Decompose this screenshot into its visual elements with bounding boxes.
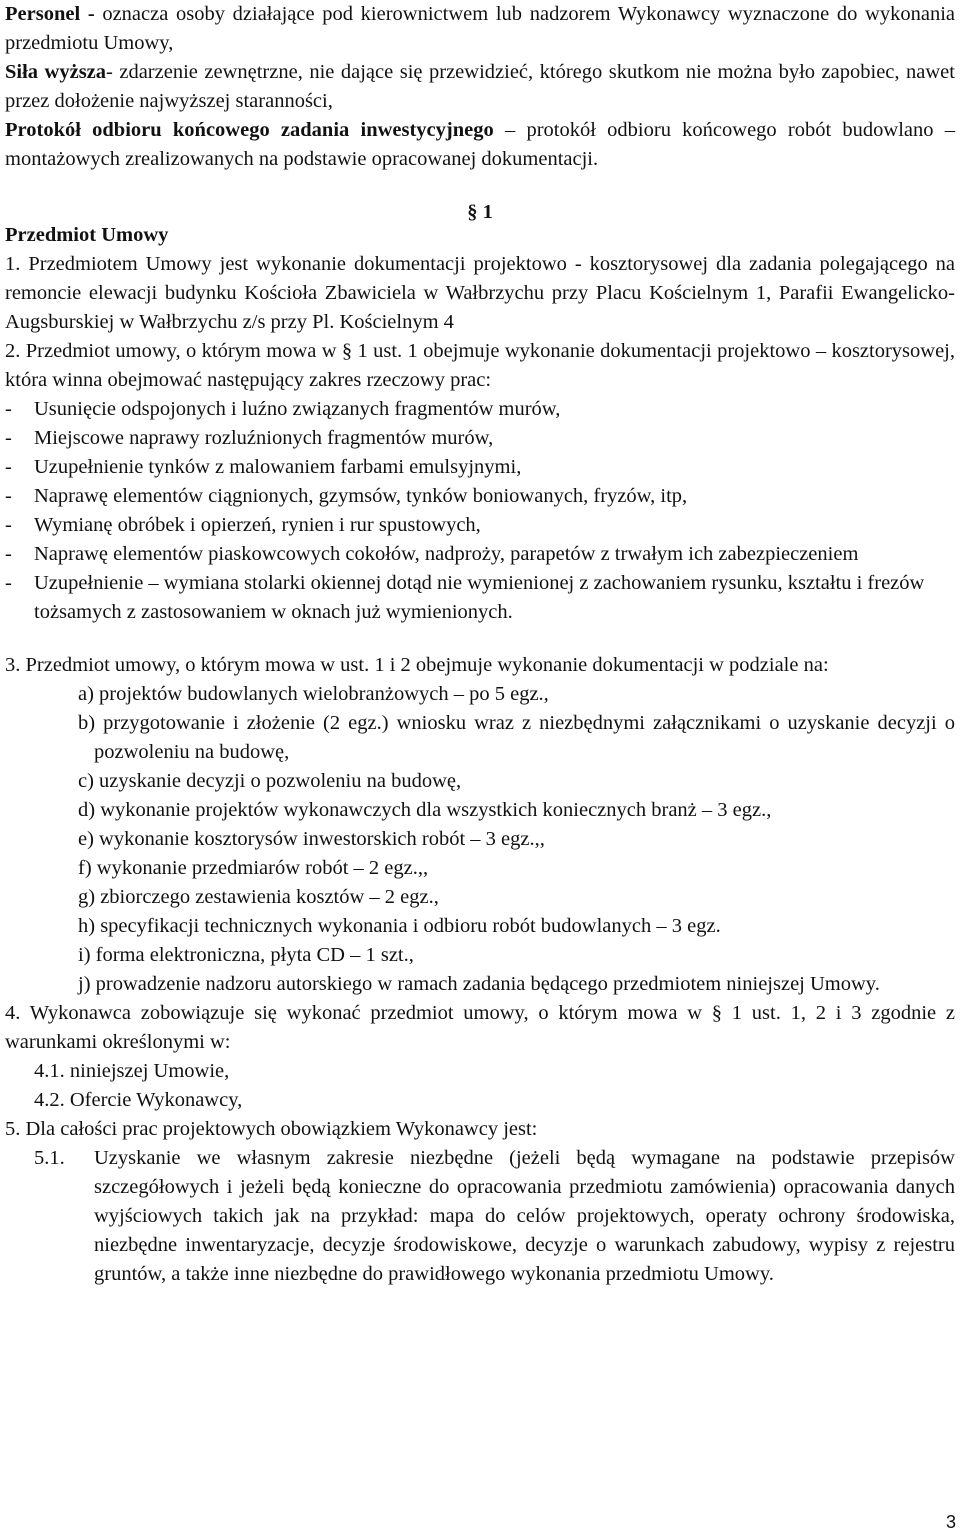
clause-text — [5, 337, 955, 395]
list-item-text: Miejscowe naprawy rozluźnionych fragmentów murów, — [34, 427, 494, 449]
list-item — [5, 482, 955, 511]
definition-personel — [5, 0, 955, 58]
list-item — [5, 424, 955, 453]
clause-text — [5, 999, 955, 1057]
list-item — [5, 709, 955, 767]
clause-body: Przedmiot umowy, o którym mowa w § 1 ust. 1 obejmuje wykonanie dokumentacji projektowo – kosztorysowej, która winna obejmować następujący zakres rzeczowy prac: — [5, 340, 955, 391]
list-item — [5, 680, 955, 709]
list-item — [5, 511, 955, 540]
list-item-text: Naprawę elementów piaskowcowych cokołów, nadproży, parapetów z trwałym ich zabezpieczeniem — [34, 543, 859, 565]
list-item — [5, 453, 955, 482]
list-item — [5, 540, 955, 569]
clause-body: Przedmiot umowy, o którym mowa w ust. 1 i 2 obejmuje wykonanie dokumentacji w podziale na: — [25, 654, 829, 676]
definition-sila-wyzsza — [5, 58, 955, 116]
deliverables-list — [5, 680, 955, 999]
list-item — [5, 395, 955, 424]
clause-4 — [5, 999, 955, 1057]
section-title: Przedmiot Umowy — [5, 224, 169, 246]
list-item — [5, 825, 955, 854]
list-item-text: j) prowadzenie nadzoru autorskiego w ramach zadania będącego przedmiotem niniejszej Umowy. — [78, 973, 880, 995]
clause-text — [5, 250, 955, 337]
list-item-text: 4.1. niniejszej Umowie, — [34, 1060, 230, 1082]
list-item — [5, 569, 955, 627]
clause-text — [5, 651, 955, 680]
list-item — [5, 767, 955, 796]
list-item-text: Uzupełnienie tynków z malowaniem farbami emulsyjnymi, — [34, 456, 522, 478]
definition-protokol — [5, 116, 955, 174]
list-item-text: i) forma elektroniczna, płyta CD – 1 szt., — [78, 944, 414, 966]
clause-number: 3. — [5, 654, 26, 676]
clause-number: 1. — [5, 253, 29, 275]
definition-text: - zdarzenie zewnętrzne, nie dające się przewidzieć, którego skutkom nie można było zapobiec, nawet przez dołożenie najwyższej staranności, — [5, 61, 955, 112]
clause-number: 5. — [5, 1118, 26, 1140]
list-item-text: f) wykonanie przedmiarów robót – 2 egz.,, — [78, 857, 429, 879]
list-item-text: Naprawę elementów ciągnionych, gzymsów, tynków boniowanych, fryzów, itp, — [34, 485, 688, 507]
list-item-text: a) projektów budowlanych wielobranżowych – po 5 egz., — [78, 683, 549, 705]
scope-list — [5, 395, 955, 627]
bullet-dash: - — [5, 485, 12, 507]
list-item-text: h) specyfikacji technicznych wykonania i odbioru robót budowlanych – 3 egz. — [78, 915, 721, 937]
clause-body: Przedmiotem Umowy jest wykonanie dokumentacji projektowo - kosztorysowej dla zadania polegającego na remoncie elewacji budynku Kościoła Zbawiciela w Wałbrzychu przy Placu Kościelnym 1, Parafii Ewangelicko-Augsburskiej w Wałbrzychu z/s przy Pl. Kościelnym 4 — [5, 253, 955, 333]
clause-5 — [5, 1115, 955, 1144]
list-item-text: Usunięcie odspojonych i luźno związanych fragmentów murów, — [34, 398, 561, 420]
list-item — [5, 912, 955, 941]
list-item — [5, 883, 955, 912]
clause-1 — [5, 250, 955, 337]
clause-number: 2. — [5, 340, 26, 362]
bullet-dash: - — [5, 514, 12, 536]
list-item — [5, 970, 955, 999]
list-item-text: d) wykonanie projektów wykonawczych dla wszystkich koniecznych branż – 3 egz., — [78, 799, 772, 821]
definition-term: Personel - — [5, 3, 95, 25]
bullet-dash: - — [5, 572, 12, 594]
list-item-text: b) przygotowanie i złożenie (2 egz.) wniosku wraz z niezbędnymi załącznikami o uzyskanie decyzji o pozwoleniu na budowę, — [78, 712, 955, 763]
clause-body: Dla całości prac projektowych obowiązkiem Wykonawcy jest: — [25, 1118, 538, 1140]
clause-body: Uzyskanie we własnym zakresie niezbędne (jeżeli będą wymagane na podstawie przepisów szczegółowych i jeżeli będą konieczne do opracowania przedmiotu zamówienia) opracowania danych wyjściowych takich jak na przykład: mapa do celów projektowych, operaty ochrony środowiska, niezbędne inwentaryzacje, decyzje środowiskowe, decyzje o warunkach zabudowy, wypisy z rejestru gruntów, a także inne niezbędne do prawidłowego wykonania przedmiotu Umowy. — [94, 1147, 955, 1285]
list-item-text: c) uzyskanie decyzji o pozwoleniu na budowę, — [78, 770, 462, 792]
clause-text — [5, 1115, 955, 1144]
list-item — [5, 854, 955, 883]
clause-number: 4. — [5, 1002, 30, 1024]
list-item — [5, 1057, 955, 1086]
page-number: 3 — [945, 1512, 956, 1532]
bullet-dash: - — [5, 543, 12, 565]
clause-body: Wykonawca zobowiązuje się wykonać przedmiot umowy, o którym mowa w § 1 ust. 1, 2 i 3 zgodnie z warunkami określonymi w: — [5, 1002, 955, 1053]
list-item — [5, 796, 955, 825]
definition-term: Protokół odbioru końcowego zadania inwestycyjnego — [5, 119, 494, 141]
list-item-text: g) zbiorczego zestawienia kosztów – 2 egz., — [78, 886, 439, 908]
section-number: § 1 — [467, 201, 493, 223]
list-item-text: e) wykonanie kosztorysów inwestorskich robót – 3 egz.,, — [78, 828, 545, 850]
clause-2 — [5, 337, 955, 395]
clause-number: 5.1. — [34, 1147, 65, 1169]
bullet-dash: - — [5, 456, 12, 478]
bullet-dash: - — [5, 398, 12, 420]
definition-term: Siła wyższa — [5, 61, 107, 83]
clause-3 — [5, 651, 955, 680]
definition-text: – protokół odbioru końcowego robót budowlano – montażowych zrealizowanych na podstawie opracowanej dokumentacji. — [5, 119, 955, 170]
bullet-dash: - — [5, 427, 12, 449]
list-item-text: 4.2. Ofercie Wykonawcy, — [34, 1089, 243, 1111]
list-item-text: Uzupełnienie – wymiana stolarki okiennej dotąd nie wymienionej z zachowaniem rysunku, kształtu i frezów tożsamych z zastosowaniem w oknach już wymienionych. — [34, 572, 925, 623]
list-item-text: Wymianę obróbek i opierzeń, rynien i rur spustowych, — [34, 514, 481, 536]
clause-5-1 — [5, 1144, 955, 1289]
list-item — [5, 1086, 955, 1115]
list-item — [5, 941, 955, 970]
document-page — [5, 0, 955, 1289]
definition-text: oznacza osoby działające pod kierownictwem lub nadzorem Wykonawcy wyznaczone do wykonania przedmiotu Umowy, — [5, 3, 955, 54]
